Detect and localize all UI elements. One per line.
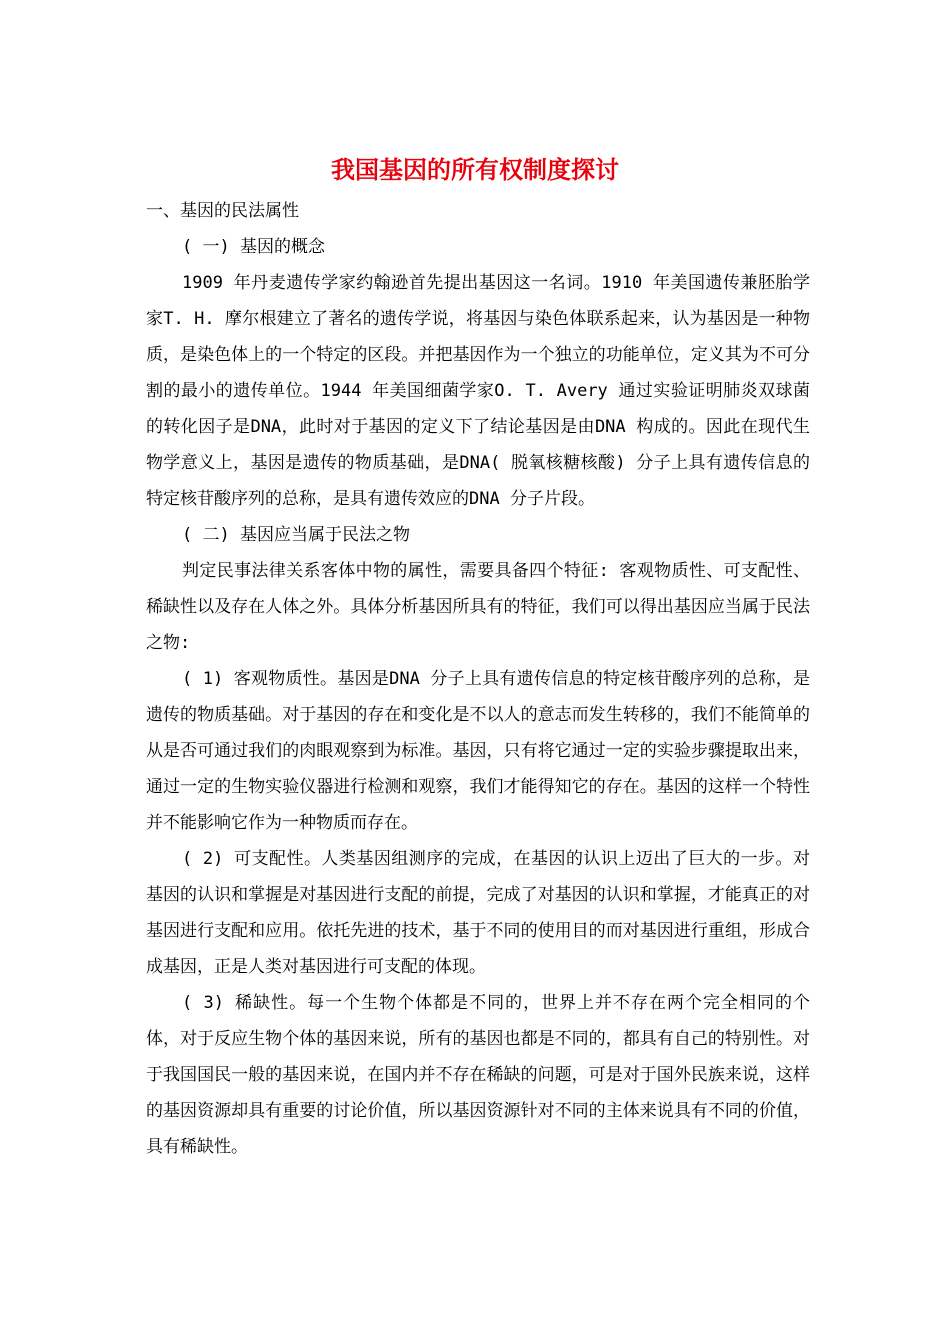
document-title: 我国基因的所有权制度探讨 [331,155,619,184]
body-paragraph: ( 3) 稀缺性。每一个生物个体都是不同的，世界上并不存在两个完全相同的个体，对于反应生物个体的基因来说，所有的基因也都是不同的，都具有自己的特别性。对于我国国民一般的基因来说，在国内并不存在稀缺的问题，可是对于国外民族来说，这样的基因资源却具有重要的讨论价值，所以基因资源针对不同的主体来说具有不同的价值，具有稀缺性。 [146,993,810,1157]
subsection-heading: ( 二) 基因应当属于民法之物 [182,525,410,545]
section-heading: 一、基因的民法属性 [146,201,299,221]
document-body [146,193,810,1165]
body-paragraph: 判定民事法律关系客体中物的属性，需要具备四个特征: 客观物质性、可支配性、稀缺性以及存在人体之外。具体分析基因所具有的特征，我们可以得出基因应当属于民法之物: [146,561,810,653]
subsection-heading: ( 一) 基因的概念 [182,237,325,257]
body-paragraph: ( 1) 客观物质性。基因是DNA 分子上具有遗传信息的特定核苷酸序列的总称，是遗传的物质基础。对于基因的存在和变化是不以人的意志而发生转移的，我们不能简单的从是否可通过我们的肉眼观察到为标准。基因，只有将它通过一定的实验步骤提取出来，通过一定的生物实验仪器进行检测和观察，我们才能得知它的存在。基因的这样一个特性并不能影响它作为一种物质而存在。 [146,669,810,833]
body-paragraph: 1909 年丹麦遗传学家约翰逊首先提出基因这一名词。1910 年美国遗传兼胚胎学家T. H. 摩尔根建立了著名的遗传学说，将基因与染色体联系起来，认为基因是一种物质，是染色体上的一个特定的区段。并把基因作为一个独立的功能单位，定义其为不可分割的最小的遗传单位。1944 年美国细菌学家O. T. Avery 通过实验证明肺炎双球菌的转化因子是DNA，此时对于基因的定义下了结论基因是由DNA 构成的。因此在现代生物学意义上，基因是遗传的物质基础，是DNA( 脱氧核糖核酸) 分子上具有遗传信息的特定核苷酸序列的总称，是具有遗传效应的DNA 分子片段。 [146,273,810,509]
body-paragraph: ( 2) 可支配性。人类基因组测序的完成，在基因的认识上迈出了巨大的一步。对基因的认识和掌握是对基因进行支配的前提，完成了对基因的认识和掌握，才能真正的对基因进行支配和应用。依托先进的技术，基于不同的使用目的而对基因进行重组，形成合成基因，正是人类对基因进行可支配的体现。 [146,849,810,977]
